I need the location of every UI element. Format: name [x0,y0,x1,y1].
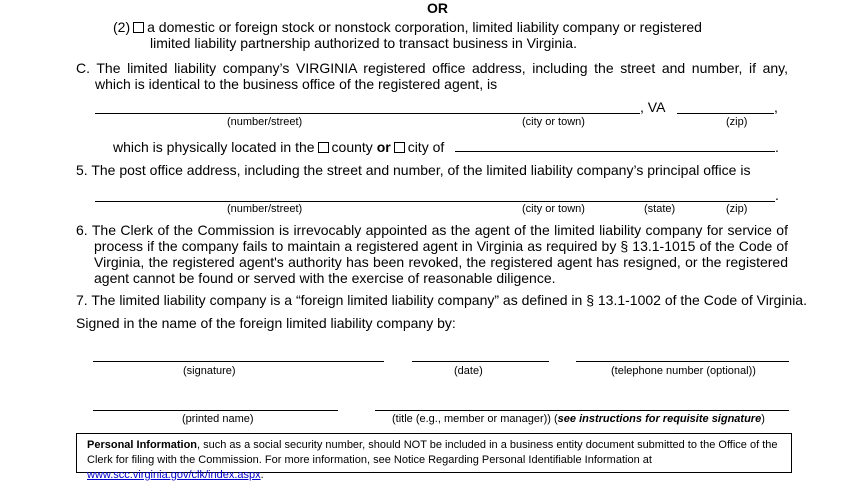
scc-website-link[interactable]: www.scc.virginia.gov/clk/index.aspx [87,469,261,481]
notice-text-2: . [260,469,264,481]
zip-comma: , [774,99,778,115]
county-city-name-field[interactable] [455,151,775,152]
caption-title-prefix: (title (e.g., member or manager)) ( [392,413,558,425]
or-label: OR [427,0,448,16]
item-5-period: . [775,187,779,203]
item-6-text: 6. The Clerk of the Commission is irrevocably appointed as the agent of the limited liability company for service of process if the company fails to maintain a registered agent in Virginia as required by § 13.1-1015 of the Code of Virginia, the registered agent's authority has been revoked, the registered agent has resigned, or the registered agent cannot be found or served with the exercise of reasonable diligence. [76,222,788,286]
option-2-text-line2: limited liability partnership authorized to transact business in Virginia. [150,35,577,51]
principal-office-address-field[interactable] [95,201,775,202]
or-inline-label: or [376,139,391,155]
va-label: , VA [640,99,666,115]
item-6-paragraph [76,222,788,286]
item-5-text: 5. The post office address, including the street and number, of the limited liability company’s principal office is [76,162,751,178]
caption-printed-name: (printed name) [182,413,254,425]
option-2-text-line1: a domestic or foreign stock or nonstock corporation, limited liability company or registered [147,19,702,35]
option-2 [113,19,702,35]
title-field[interactable] [375,410,789,411]
caption-number-street: (number/street) [227,116,303,128]
city-of-label: city of [407,139,445,155]
telephone-field[interactable] [576,361,789,362]
registered-office-zip-field[interactable] [677,113,774,114]
notice-bold-heading: Personal Information [87,439,198,451]
signature-field[interactable] [93,361,384,362]
date-field[interactable] [412,361,549,362]
physical-location-line [113,139,444,155]
caption-number-street-5: (number/street) [227,203,303,215]
caption-zip: (zip) [726,116,748,128]
caption-title-emphasis: see instructions for requisite signature [557,413,762,425]
caption-title [392,413,765,425]
signed-label: Signed in the name of the foreign limited liability company by: [76,315,456,331]
registered-office-street-city-field[interactable] [95,113,640,114]
option-2-checkbox[interactable] [133,22,144,33]
caption-city-town-5: (city or town) [522,203,585,215]
printed-name-field[interactable] [93,410,338,411]
caption-title-suffix: ) [761,413,765,425]
caption-date: (date) [454,365,483,377]
county-label: county [331,139,373,155]
item-c-line2: which is identical to the business office of the registered agent, is [95,76,498,92]
physical-period: . [775,139,779,155]
item-c-line1: C. The limited liability company’s VIRGINIA registered office address, including the street and number, if any, [76,60,788,76]
item-7-text: 7. The limited liability company is a “foreign limited liability company” as defined in § 13.1-1002 of the Code of Virginia. [76,292,807,308]
caption-signature: (signature) [183,365,236,377]
caption-city-town: (city or town) [522,116,585,128]
caption-telephone: (telephone number (optional)) [611,365,756,377]
personal-information-notice [76,433,792,481]
county-checkbox[interactable] [318,142,329,153]
city-checkbox[interactable] [394,142,405,153]
notice-text-1: , such as a social security number, should NOT be included in a business entity document submitted to the Office of the Clerk for filing with the Commission. For more information, see Notice Regarding Personal Identifiable Information at [87,439,778,466]
caption-state-5: (state) [644,203,676,215]
caption-zip-5: (zip) [726,203,748,215]
option-2-number: (2) [113,19,131,35]
physical-location-prefix: which is physically located in the [113,139,315,155]
